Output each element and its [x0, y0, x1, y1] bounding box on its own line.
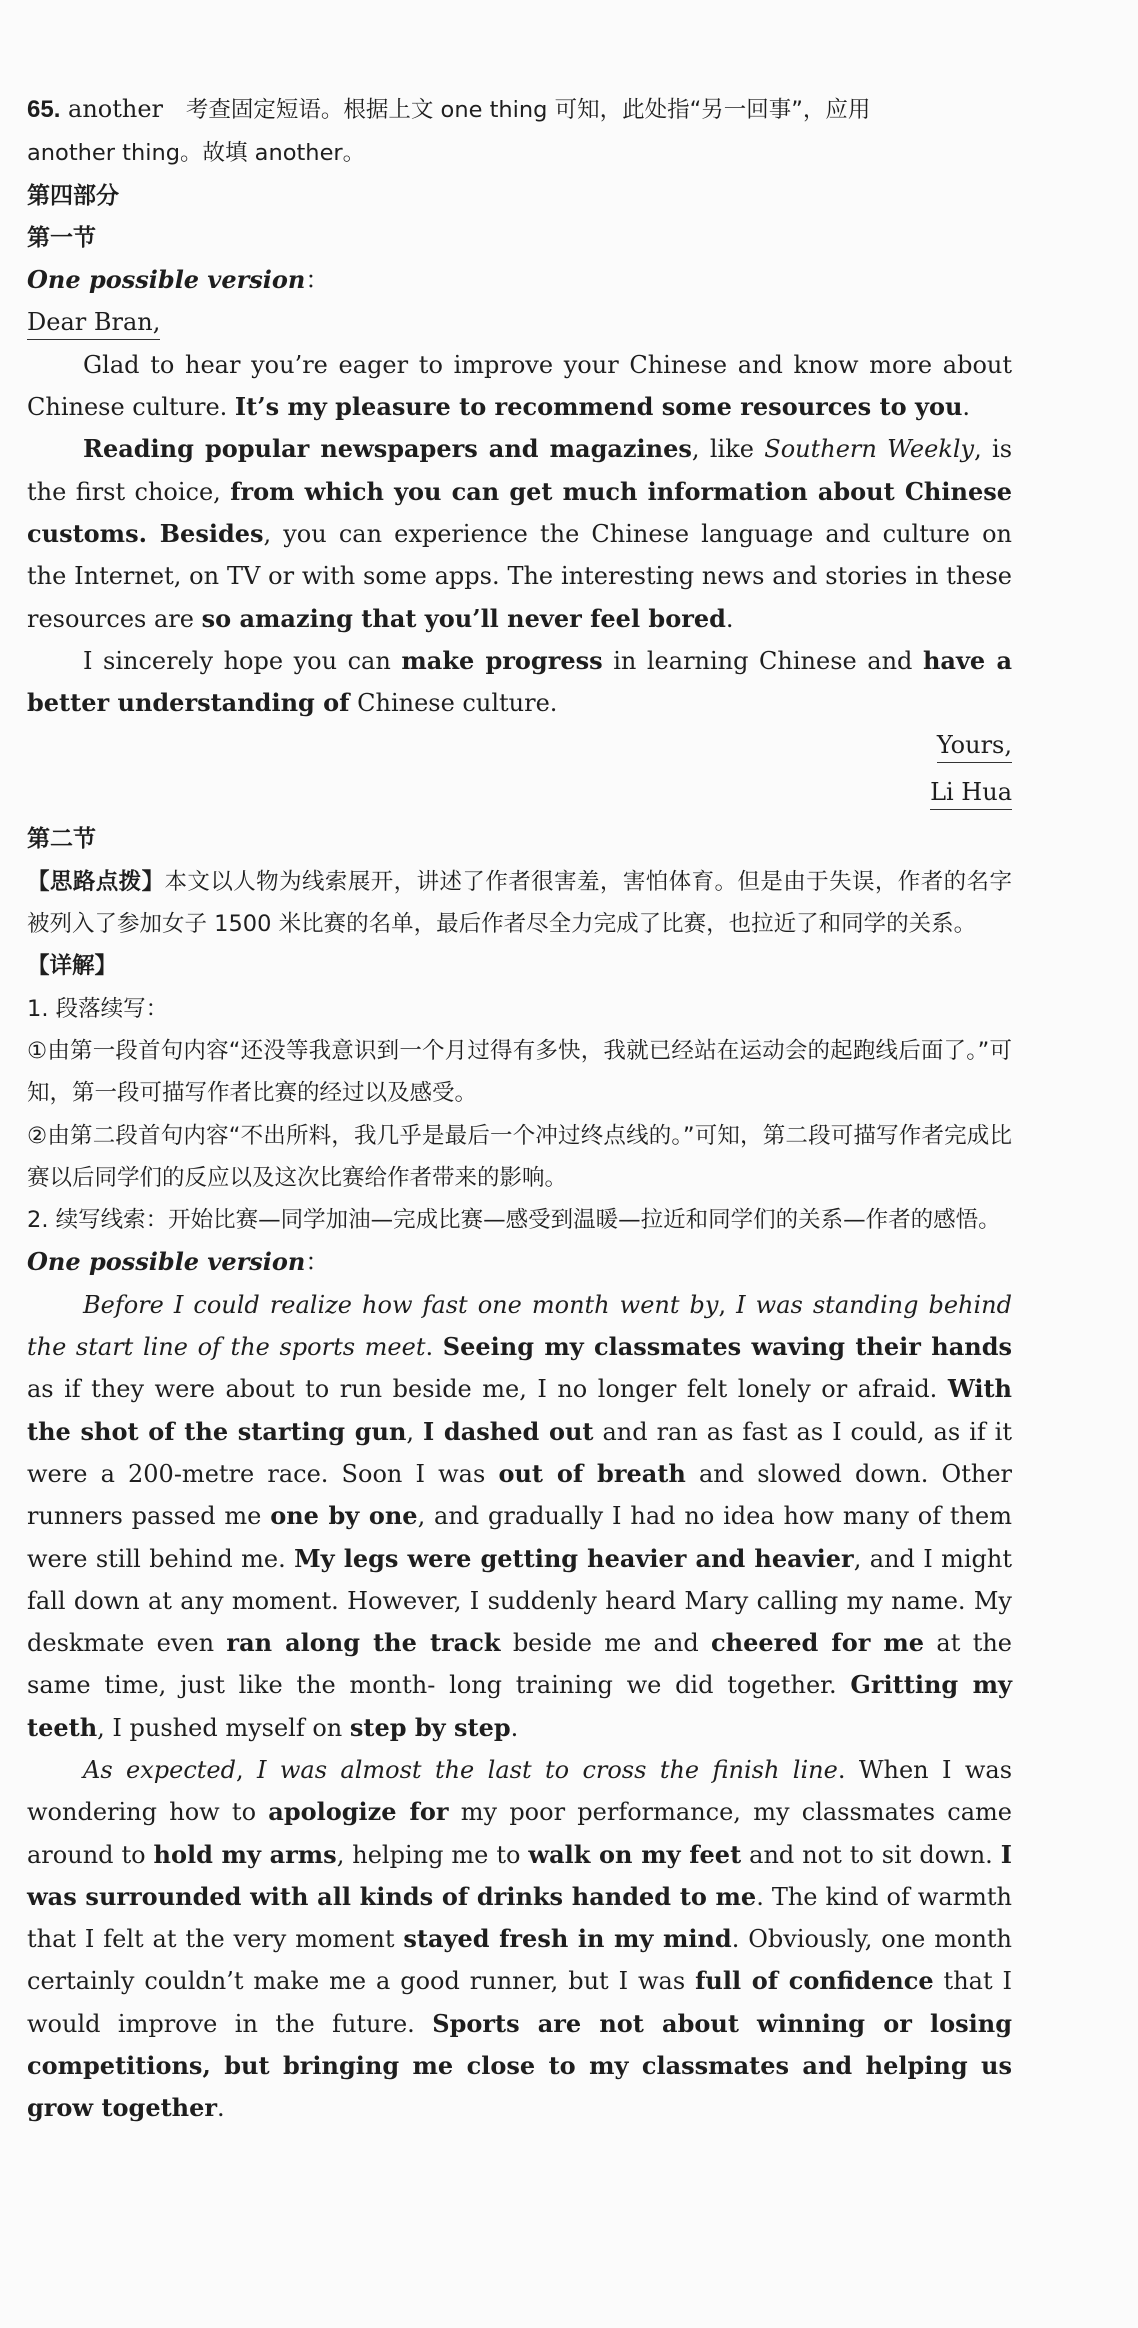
detail-item-1a: ①由第一段首句内容“还没等我意识到一个月过得有多快，我就已经站在运动会的起跑线后面了。”可知，第一段可描写作者比赛的经过以及感受。 [27, 1037, 1012, 1107]
q65-explanation [27, 88, 1012, 175]
q65-answer: another [68, 95, 164, 123]
section2-title: 第二节 [27, 826, 96, 853]
detail-label: 【详解】 [27, 953, 118, 980]
detail-item-1: 1. 段落续写： [27, 995, 169, 1022]
hint-label: 【思路点拨】 [27, 868, 165, 895]
detail-item-2: 2. 续写线索：开始比赛—同学加油—完成比赛—感受到温暖—拉近和同学们的关系—作者的感悟。 [27, 1207, 1001, 1234]
letter-closing: Yours, [27, 724, 1012, 771]
q65-explain-line2: another thing。故填 another。 [27, 140, 366, 167]
version-label-1: One possible version： [27, 265, 330, 295]
letter-paragraph-2: Reading popular newspapers and magazines, like Southern Weekly, is the first choice, from which you can get much information about Chinese customs. Besides, you can experience the Chinese language and culture on the Internet, on TV or with some apps. The interesting news and stories in these resources are so amazing that you’ll never feel bored. [27, 434, 1013, 633]
letter-signature: Li Hua [27, 771, 1012, 818]
hint-paragraph: 【思路点拨】本文以人物为线索展开，讲述了作者很害羞，害怕体育。但是由于失误，作者的名字被列入了参加女子 1500 米比赛的名单，最后作者尽全力完成了比赛，也拉近了和同学的关系。 [27, 868, 1012, 938]
salutation: Dear Bran, [27, 301, 1012, 343]
story-paragraph-1: Before I could realize how fast one month went by, I was standing behind the start line of the sports meet. Seeing my classmates waving their hands as if they were about to run beside me, I no longer felt lonely or afraid. With the shot of the starting gun, I dashed out and ran as fast as I could, as if it were a 200-metre race. Soon I was out of breath and slowed down. Other runners passed me one by one, and gradually I had no idea how many of them were still behind me. My legs were getting heavier and heavier, and I might fall down at any moment. However, I suddenly heard Mary calling my name. My deskmate even ran along the track beside me and cheered for me at the same time, just like the month- long training we did together. Gritting my teeth, I pushed myself on step by step. [27, 1290, 1013, 1742]
story-paragraph-2: As expected, I was almost the last to cross the finish line. When I was wondering how to apologize for my poor performance, my classmates came around to hold my arms, helping me to walk on my feet and not to sit down. I was surrounded with all kinds of drinks handed to me. The kind of warmth that I felt at the very moment stayed fresh in my mind. Obviously, one month certainly couldn’t make me a good runner, but I was full of confidence that I would improve in the future. Sports are not about winning or losing competitions, but bringing me close to my classmates and helping us grow together. [27, 1755, 1013, 2123]
q65-explain-line1: 考查固定短语。根据上文 one thing 可知，此处指“另一回事”，应用 [185, 97, 871, 123]
answer-content [27, 88, 1012, 2130]
section1-title: 第一节 [27, 224, 96, 251]
letter-paragraph-1: Glad to hear you’re eager to improve your Chinese and know more about Chinese culture. It’s my pleasure to recommend some resources to you. [27, 350, 1012, 422]
letter-paragraph-3: I sincerely hope you can make progress in learning Chinese and have a better understanding of Chinese culture. [27, 645, 1012, 718]
part4-title: 第四部分 [27, 182, 119, 209]
question-number: 65. [27, 96, 61, 123]
version-label-2: One possible version： [27, 1247, 330, 1277]
detail-item-1b: ②由第二段首句内容“不出所料，我几乎是最后一个冲过终点线的。”可知，第二段可描写作者完成比赛以后同学们的反应以及这次比赛给作者带来的影响。 [27, 1122, 1012, 1191]
